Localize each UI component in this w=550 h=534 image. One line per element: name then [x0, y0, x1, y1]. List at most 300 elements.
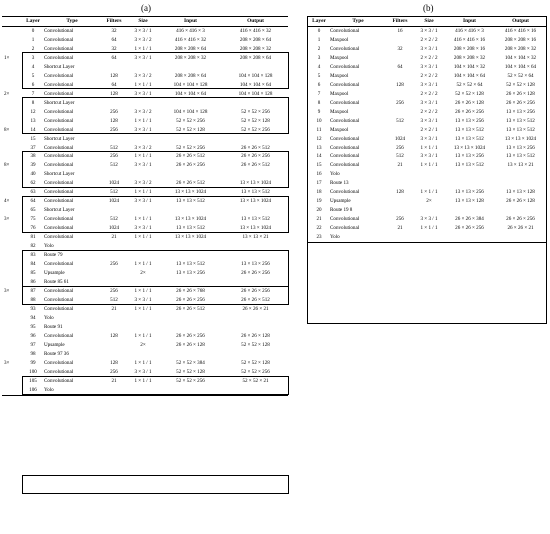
- cell-filters: 1024: [108, 225, 120, 232]
- table-row: [2, 135, 288, 144]
- header-size: Size: [414, 17, 444, 27]
- cell-rep: [2, 296, 22, 305]
- cell-input: 104 × 104 × 64: [174, 90, 207, 97]
- cell-output: 13 × 13 × 512: [506, 153, 535, 160]
- cell-layer: 106: [22, 386, 44, 395]
- cell-rep: 1×: [4, 54, 10, 61]
- cell-type: Shortcut Layer: [44, 63, 75, 70]
- table-row: [2, 332, 288, 341]
- table-row: [2, 108, 288, 117]
- header-filters: Filters: [386, 17, 414, 27]
- cell-size: 2 × 2 / 2: [420, 72, 438, 79]
- cell-filters: [386, 170, 414, 179]
- cell-filters: [100, 63, 128, 72]
- header-size: Size: [128, 17, 158, 27]
- cell-output: 26 × 26 × 256: [241, 288, 270, 294]
- cell-size: 2 × 2 / 2: [420, 54, 438, 61]
- cell-type: Route 79: [44, 252, 63, 259]
- cell-size: 1 × 1 / 1: [420, 189, 438, 196]
- cell-rep: [2, 377, 22, 386]
- table-row: [308, 54, 546, 63]
- cell-input: 52 × 52 × 128: [176, 368, 205, 375]
- table-row: [2, 197, 288, 206]
- table-row: [2, 153, 288, 162]
- cell-type: Convolutional: [44, 108, 74, 115]
- cell-filters: [100, 269, 128, 278]
- cell-rep: [2, 350, 22, 359]
- cell-size: 1 × 1 / 1: [134, 305, 152, 312]
- cell-size: 1 × 1 / 1: [134, 332, 152, 339]
- cell-size: 1 × 1 / 1: [134, 377, 152, 384]
- table-a: [2, 16, 288, 396]
- cell-layer: 94: [30, 314, 36, 321]
- cell-size: 2 × 2 / 1: [420, 126, 438, 133]
- cell-output: 13 × 13 × 21: [507, 162, 534, 169]
- cell-layer: 8: [317, 99, 321, 106]
- cell-type: Convolutional: [44, 153, 74, 160]
- cell-output: 26 × 26 × 256: [506, 216, 535, 223]
- cell-layer: 98: [30, 350, 36, 357]
- cell-output: 13 × 13 × 128: [506, 189, 535, 196]
- cell-output: 26 × 26 × 256: [241, 153, 270, 160]
- cell-output: 52 × 52 × 256: [241, 126, 270, 133]
- table-row: [308, 179, 546, 188]
- cell-layer: 17: [316, 180, 322, 187]
- cell-rep: 3×: [4, 359, 10, 366]
- cell-type: Convolutional: [44, 144, 74, 151]
- table-row: [2, 260, 288, 269]
- cell-filters: 128: [110, 90, 118, 97]
- cell-filters: 256: [110, 288, 118, 294]
- cell-filters: [100, 323, 128, 332]
- cell-layer: 99: [30, 359, 36, 366]
- cell-type: Convolutional: [330, 162, 360, 169]
- cell-filters: 512: [396, 117, 404, 124]
- cell-size: [128, 170, 158, 179]
- cell-size: 3 × 3 / 1: [134, 126, 152, 133]
- cell-type: Convolutional: [44, 36, 74, 43]
- table-row: [308, 26, 546, 35]
- table-b: [308, 16, 546, 243]
- cell-input: [444, 233, 495, 242]
- cell-type: Convolutional: [330, 99, 360, 106]
- cell-rep: [2, 242, 22, 251]
- cell-filters: 32: [397, 45, 403, 52]
- cell-rep: [2, 117, 22, 126]
- cell-input: 208 × 208 × 32: [453, 54, 486, 61]
- cell-size: [128, 63, 158, 72]
- cell-type: Convolutional: [330, 81, 360, 88]
- cell-input: 416 × 416 × 3: [455, 27, 484, 34]
- cell-output: 13 × 13 × 256: [506, 108, 535, 115]
- cell-size: [128, 99, 158, 108]
- cell-filters: 32: [111, 27, 117, 34]
- header-type: Type: [330, 17, 386, 27]
- cell-type: Convolutional: [44, 296, 74, 303]
- cell-input: [444, 179, 495, 188]
- table-row: [2, 26, 288, 35]
- cell-layer: 20: [316, 207, 322, 214]
- cell-input: 104 × 104 × 128: [173, 108, 208, 115]
- cell-layer: 96: [30, 332, 36, 339]
- table-row: [308, 135, 546, 144]
- table-row: [2, 126, 288, 135]
- cell-layer: 4: [317, 63, 321, 70]
- cell-type: Convolutional: [44, 45, 74, 52]
- table-row: [2, 144, 288, 153]
- cell-layer: 12: [30, 108, 36, 115]
- cell-type: Convolutional: [44, 234, 74, 241]
- cell-filters: 21: [397, 162, 403, 169]
- cell-output: [223, 386, 288, 395]
- cell-input: [444, 170, 495, 179]
- cell-output: [223, 99, 288, 108]
- cell-filters: 256: [110, 126, 118, 133]
- cell-layer: 85: [30, 270, 36, 277]
- cell-input: 13 × 13 × 256: [455, 117, 484, 124]
- table-row: [308, 224, 546, 233]
- cell-size: 3 × 3 / 1: [420, 117, 438, 124]
- cell-layer: 14: [30, 126, 36, 133]
- cell-size: 2 × 2 / 2: [420, 108, 438, 115]
- cell-size: 1 × 1 / 1: [134, 81, 152, 88]
- cell-output: [223, 251, 288, 260]
- cell-layer: 0: [31, 27, 35, 34]
- cell-input: [158, 242, 223, 251]
- cell-output: [223, 206, 288, 215]
- table-row: [2, 278, 288, 287]
- block-box: [22, 475, 289, 494]
- table-row: [308, 170, 546, 179]
- cell-layer: 1: [317, 36, 321, 43]
- cell-output: 26 × 26 × 128: [506, 90, 535, 97]
- cell-layer: 75: [30, 216, 36, 223]
- cell-rep: [2, 269, 22, 278]
- cell-output: 26 × 26 × 21: [242, 305, 269, 312]
- cell-type: Maxpool: [330, 54, 349, 61]
- cell-type: Convolutional: [44, 359, 74, 366]
- cell-input: 52 × 52 × 128: [176, 126, 205, 133]
- cell-input: 52 × 52 × 64: [456, 81, 483, 88]
- cell-size: 1 × 1 / 1: [420, 225, 438, 232]
- cell-input: 208 × 208 × 64: [174, 45, 207, 52]
- cell-output: 13 × 13 × 21: [242, 234, 269, 241]
- cell-rep: [2, 63, 22, 72]
- cell-filters: 256: [110, 153, 118, 160]
- cell-output: [495, 170, 546, 179]
- cell-type: Shortcut Layer: [44, 171, 75, 178]
- cell-input: 208 × 208 × 16: [453, 45, 486, 52]
- cell-input: 208 × 208 × 32: [174, 54, 207, 61]
- cell-size: 2×: [426, 198, 432, 205]
- cell-output: 13 × 13 × 256: [506, 144, 535, 151]
- cell-filters: 1024: [108, 198, 120, 205]
- cell-filters: 21: [111, 377, 117, 384]
- table-row: [2, 63, 288, 72]
- cell-output: 52 × 52 × 21: [242, 377, 269, 384]
- cell-layer: 62: [30, 180, 36, 187]
- cell-rep: [2, 368, 22, 377]
- cell-size: [414, 170, 444, 179]
- cell-output: 26 × 26 × 128: [506, 198, 535, 205]
- cell-output: 104 × 104 × 64: [239, 81, 272, 88]
- cell-type: Convolutional: [44, 332, 74, 339]
- cell-type: Convolutional: [44, 225, 74, 232]
- cell-input: 26 × 26 × 512: [176, 180, 205, 187]
- cell-filters: 21: [111, 305, 117, 312]
- cell-filters: [386, 90, 414, 99]
- cell-input: [158, 135, 223, 144]
- table-row: [2, 377, 288, 386]
- cell-output: 52 × 52 × 256: [241, 368, 270, 375]
- cell-input: 208 × 208 × 64: [174, 72, 207, 79]
- table-row: [2, 386, 288, 395]
- cell-output: 52 × 52 × 256: [241, 108, 270, 115]
- cell-type: Convolutional: [44, 198, 74, 205]
- cell-type: Route 97 36: [44, 350, 69, 357]
- cell-layer: 18: [316, 189, 322, 196]
- cell-filters: [386, 126, 414, 135]
- cell-layer: 87: [30, 288, 36, 294]
- table-row: [2, 359, 288, 368]
- cell-layer: 8: [31, 99, 35, 106]
- header-output: Output: [495, 17, 546, 27]
- cell-output: 52 × 52 × 128: [506, 81, 535, 88]
- cell-layer: 15: [316, 162, 322, 169]
- table-row: [2, 188, 288, 197]
- cell-layer: 81: [30, 234, 36, 241]
- cell-rep: [2, 179, 22, 188]
- cell-input: 13 × 13 × 512: [455, 135, 484, 142]
- cell-layer: 83: [30, 252, 36, 259]
- cell-layer: 19: [316, 198, 322, 205]
- cell-size: 3 × 3 / 1: [134, 296, 152, 303]
- cell-rep: [2, 314, 22, 323]
- cell-rep: [2, 332, 22, 341]
- table-row: [2, 215, 288, 224]
- cell-filters: [386, 206, 414, 215]
- cell-size: [414, 206, 444, 215]
- cell-output: [223, 350, 288, 359]
- cell-size: 3 × 3 / 1: [420, 153, 438, 160]
- cell-rep: [2, 72, 22, 81]
- cell-type: Convolutional: [330, 216, 360, 223]
- cell-rep: [2, 108, 22, 117]
- cell-output: 13 × 13 × 256: [241, 261, 270, 268]
- table-row: [308, 72, 546, 81]
- cell-filters: 1024: [394, 135, 406, 142]
- cell-input: 13 × 13 × 256: [176, 270, 205, 277]
- cell-size: 3 × 3 / 1: [420, 135, 438, 142]
- cell-input: 104 × 104 × 32: [453, 63, 486, 70]
- table-row: [2, 242, 288, 251]
- header-input: Input: [444, 17, 495, 27]
- cell-filters: [100, 341, 128, 350]
- cell-filters: [100, 251, 128, 260]
- cell-input: [158, 251, 223, 260]
- cell-rep: 3×: [4, 288, 10, 294]
- cell-size: 1 × 1 / 1: [420, 144, 438, 151]
- cell-output: 52 × 52 × 128: [241, 117, 270, 124]
- table-row: [2, 323, 288, 332]
- cell-filters: 256: [396, 216, 404, 223]
- cell-rep: [2, 45, 22, 54]
- cell-type: Yolo: [330, 171, 340, 178]
- cell-filters: [100, 278, 128, 287]
- header-layer: Layer: [308, 17, 330, 27]
- cell-layer: 105: [29, 377, 37, 384]
- cell-layer: 6: [317, 81, 321, 88]
- cell-filters: [100, 242, 128, 251]
- cell-rep: [2, 26, 22, 35]
- cell-size: [128, 323, 158, 332]
- cell-layer: 4: [31, 63, 35, 70]
- cell-input: 13 × 13 × 1024: [174, 216, 207, 223]
- cell-output: 104 × 104 × 128: [238, 90, 273, 97]
- cell-type: Convolutional: [330, 144, 360, 151]
- cell-size: [128, 251, 158, 260]
- cell-filters: 128: [110, 332, 118, 339]
- cell-input: 13 × 13 × 1024: [453, 144, 486, 151]
- cell-layer: 38: [30, 153, 36, 160]
- cell-filters: 64: [111, 81, 117, 88]
- cell-rep: [2, 341, 22, 350]
- cell-size: 3 × 3 / 1: [420, 216, 438, 223]
- cell-type: Convolutional: [44, 261, 74, 268]
- cell-size: [414, 179, 444, 188]
- cell-rep: [2, 99, 22, 108]
- cell-output: 13 × 13 × 512: [506, 126, 535, 133]
- table-row: [2, 179, 288, 188]
- cell-output: 416 × 416 × 32: [239, 27, 272, 34]
- cell-output: 13 × 13 × 1024: [239, 180, 272, 187]
- table-row: [308, 108, 546, 117]
- cell-input: 26 × 26 × 128: [176, 341, 205, 348]
- cell-layer: 97: [30, 341, 36, 348]
- cell-output: [223, 135, 288, 144]
- cell-layer: 9: [317, 108, 321, 115]
- cell-type: Maxpool: [330, 108, 349, 115]
- cell-layer: 14: [316, 153, 322, 160]
- cell-type: Convolutional: [44, 90, 74, 97]
- cell-size: 3 × 3 / 1: [134, 368, 152, 375]
- cell-size: [414, 233, 444, 242]
- cell-size: 1 × 1 / 1: [134, 234, 152, 241]
- cell-size: 1 × 1 / 1: [134, 153, 152, 160]
- table-row: [308, 233, 546, 242]
- cell-input: 13 × 13 × 256: [455, 153, 484, 160]
- table-row: [2, 90, 288, 99]
- cell-filters: 1024: [108, 180, 120, 187]
- header-type: Type: [44, 17, 100, 27]
- panel-b-title: (b): [423, 3, 434, 13]
- table-row: [308, 206, 546, 215]
- cell-filters: 128: [396, 81, 404, 88]
- cell-input: 13 × 13 × 512: [176, 225, 205, 232]
- cell-output: 26 × 26 × 256: [241, 270, 270, 277]
- cell-type: Convolutional: [44, 377, 74, 384]
- cell-layer: 10: [316, 117, 322, 124]
- cell-size: 1 × 1 / 1: [134, 189, 152, 196]
- cell-input: 416 × 416 × 16: [453, 36, 486, 43]
- cell-output: [495, 206, 546, 215]
- cell-type: Route 91: [44, 323, 63, 330]
- cell-layer: 22: [316, 225, 322, 232]
- cell-filters: 128: [110, 359, 118, 366]
- cell-filters: [100, 170, 128, 179]
- cell-layer: 5: [31, 72, 35, 79]
- cell-filters: 128: [110, 72, 118, 79]
- table-row: [2, 233, 288, 242]
- cell-input: 52 × 52 × 128: [455, 90, 484, 97]
- cell-output: [495, 179, 546, 188]
- cell-layer: 39: [30, 162, 36, 169]
- cell-type: Convolutional: [330, 27, 360, 34]
- cell-layer: 88: [30, 296, 36, 303]
- cell-size: 1 × 1 / 1: [134, 117, 152, 124]
- cell-output: [223, 170, 288, 179]
- cell-output: 26 × 26 × 512: [241, 162, 270, 169]
- cell-type: Convolutional: [44, 288, 74, 294]
- cell-filters: 64: [111, 54, 117, 61]
- cell-size: 3 × 3 / 1: [134, 54, 152, 61]
- panel-a-title: (a): [141, 3, 151, 13]
- cell-rep: [2, 81, 22, 90]
- cell-layer: 2: [31, 45, 35, 52]
- cell-type: Maxpool: [330, 36, 349, 43]
- cell-input: [158, 170, 223, 179]
- cell-layer: 82: [30, 243, 36, 250]
- cell-input: 26 × 26 × 256: [455, 225, 484, 232]
- cell-type: Shortcut Layer: [44, 207, 75, 214]
- cell-rep: [2, 206, 22, 215]
- cell-input: 52 × 52 × 256: [176, 144, 205, 151]
- table-row: [2, 251, 288, 260]
- cell-type: Convolutional: [330, 45, 360, 52]
- cell-layer: 95: [30, 323, 36, 330]
- cell-layer: 7: [31, 90, 35, 97]
- header-output: Output: [223, 17, 288, 27]
- cell-output: [223, 278, 288, 287]
- cell-layer: 65: [30, 207, 36, 214]
- cell-size: 3 × 3 / 1: [420, 27, 438, 34]
- cell-output: 13 × 13 × 512: [241, 189, 270, 196]
- cell-size: [128, 350, 158, 359]
- cell-type: Upsample: [44, 270, 65, 277]
- cell-input: 13 × 13 × 512: [176, 198, 205, 205]
- cell-type: Convolutional: [330, 63, 360, 70]
- cell-type: Convolutional: [44, 81, 74, 88]
- cell-size: 3 × 3 / 2: [134, 72, 152, 79]
- cell-type: Convolutional: [44, 54, 74, 61]
- cell-rep: 4×: [4, 198, 10, 205]
- table-row: [2, 287, 288, 296]
- cell-output: 208 × 208 × 64: [239, 36, 272, 43]
- cell-rep: [2, 153, 22, 162]
- cell-rep: [2, 278, 22, 287]
- cell-rep: [2, 224, 22, 233]
- cell-layer: 37: [30, 144, 36, 151]
- cell-size: 3 × 3 / 1: [134, 162, 152, 169]
- cell-input: 13 × 13 × 128: [455, 198, 484, 205]
- cell-layer: 100: [29, 368, 37, 375]
- cell-input: [158, 99, 223, 108]
- cell-size: [128, 206, 158, 215]
- cell-input: 13 × 13 × 1024: [174, 189, 207, 196]
- cell-filters: [386, 179, 414, 188]
- cell-filters: 256: [110, 261, 118, 268]
- cell-filters: 21: [111, 234, 117, 241]
